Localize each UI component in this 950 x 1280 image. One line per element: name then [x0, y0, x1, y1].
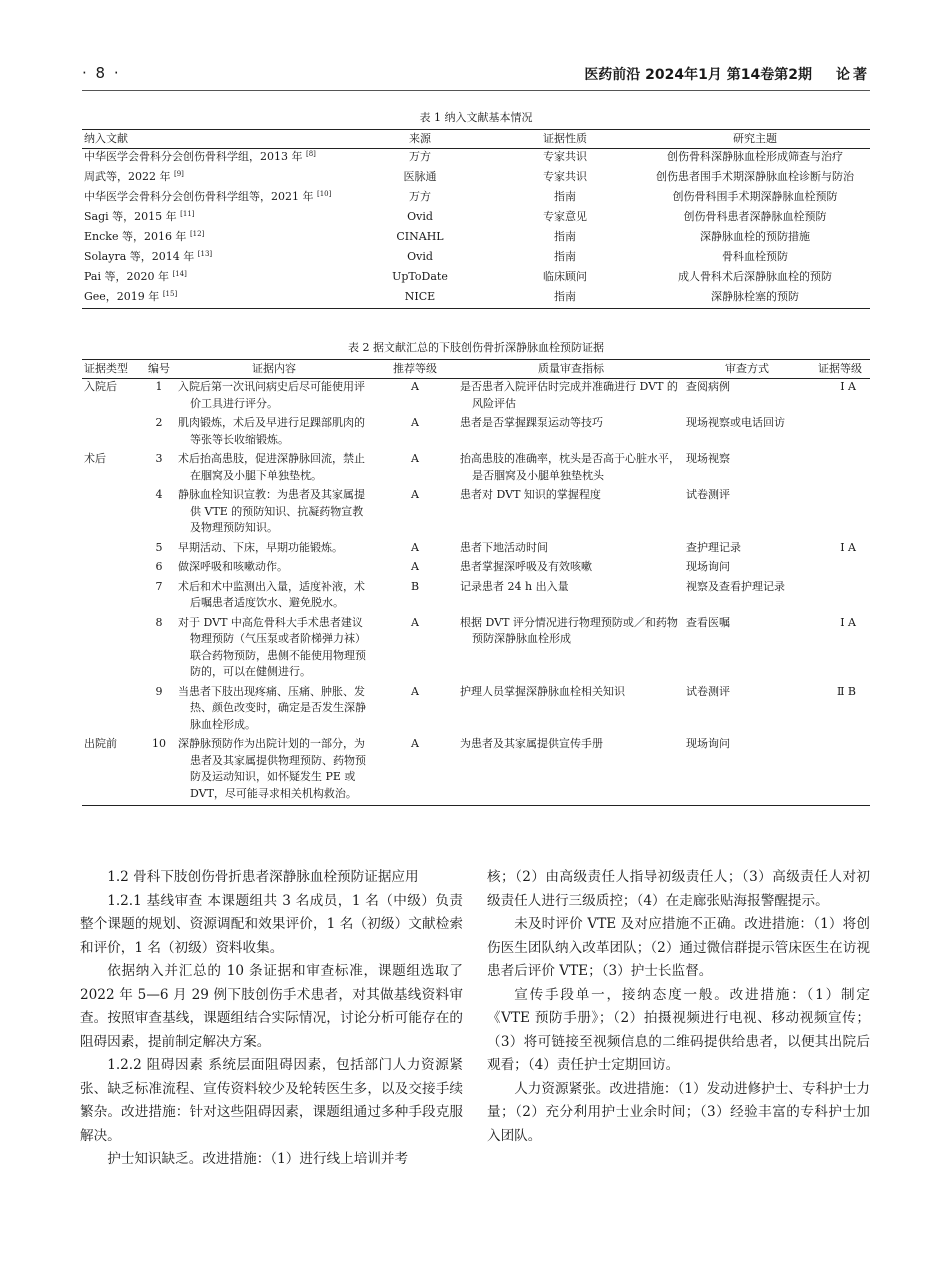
table1-cell-source: 万方: [409, 150, 431, 163]
table2-cell-method: 查看医嘱: [686, 615, 730, 629]
table1-cell-nature: 临床顾问: [543, 269, 587, 283]
table2-cell-level: [810, 736, 870, 806]
table1-cell-topic: 成人骨科术后深静脉血栓的预防: [678, 269, 832, 283]
table2-cell-grade: B: [410, 579, 420, 593]
table2-cell-no: 9: [155, 684, 163, 698]
table2-cell-indicator: 根据 DVT 评分情况进行物理预防或／和药物预防深静脉血栓形成: [460, 615, 678, 645]
citation-text: Sagi 等，2015 年: [84, 209, 177, 223]
table1-cell-topic: 创伤骨科围手术期深静脉血栓预防: [672, 189, 838, 203]
body-left-column: [80, 866, 463, 1172]
table2-cell-type: [82, 540, 142, 560]
body-paragraph: 人力资源紧张。改进措施：（1）发动进修护士、专科护士力量；（2）充分利用护士业余时间；（3）经验丰富的专科护士加入团队。: [487, 1080, 870, 1144]
table-row: [82, 559, 870, 579]
table-row: [82, 487, 870, 540]
table2-cell-level: Ⅰ A: [840, 615, 856, 629]
body-paragraph: 1.2.1 基线审查 本课题组共 3 名成员，1 名（中级）负责整个课题的规划、资源调配和效果评价，1 名（初级）文献检索和评价，1 名（初级）资料收集。: [80, 892, 463, 956]
table1-cell-topic: 骨科血栓预防: [722, 249, 788, 263]
table2-cell-content: 对于 DVT 中高危骨科大手术患者建议物理预防（气压泵或者阶梯弹力袜）联合药物预防，患侧不能使用物理预防的，可以在健侧进行。: [178, 615, 366, 678]
table-row: [82, 249, 870, 269]
table2-cell-no: 8: [155, 615, 163, 629]
table1-header-nature: 证据性质: [543, 131, 587, 145]
table1-cell-nature: 专家意见: [543, 209, 587, 223]
citation-ref: [12]: [189, 229, 205, 238]
table2-header-grade: 推荐等级: [393, 361, 437, 375]
table2-cell-method: 视察及查看护理记录: [686, 579, 785, 593]
citation-text: 中华医学会骨科分会创伤骨科学组等，2021 年: [84, 189, 314, 203]
table2-cell-indicator: 记录患者 24 h 出入量: [460, 579, 569, 593]
body-paragraph: 护士知识缺乏。改进措施：（1）进行线上培训并考: [107, 1151, 409, 1167]
table2-header-level: 证据等级: [818, 361, 862, 375]
citation-text: Encke 等，2016 年: [84, 229, 187, 243]
table2-cell-level: Ⅱ B: [836, 684, 856, 698]
table1-cell-source: Ovid: [407, 249, 433, 263]
table2-cell-indicator: 患者是否掌握踝泵运动等技巧: [460, 416, 603, 429]
table2-cell-content: 做深呼吸和咳嗽动作。: [178, 560, 288, 573]
citation-ref: [9]: [174, 169, 184, 178]
body-paragraph: 1.2 骨科下肢创伤骨折患者深静脉血栓预防证据应用: [107, 869, 419, 885]
table2-cell-method: 现场视察或电话回访: [686, 416, 785, 429]
table2-cell-type: 出院前: [84, 737, 117, 750]
table2: [82, 359, 870, 806]
body-paragraph: 宣传手段单一，接纳态度一般。改进措施：（1）制定《VTE 预防手册》；（2）拍摄视频进行电视、移动视频宣传；（3）将可链接至视频信息的二维码提供给患者，以便其出院后观看；（4）责任护士定期回访。: [487, 986, 870, 1073]
table2-cell-grade: A: [411, 452, 419, 465]
table2-cell-grade: A: [411, 560, 419, 573]
table-row: [82, 149, 870, 169]
table2-header-row: [82, 360, 870, 379]
table1-header-source: 来源: [409, 131, 431, 145]
table2-cell-grade: A: [411, 615, 419, 629]
table2-cell-content: 术后抬高患肢，促进深静脉回流，禁止在腘窝及小腿下单独垫枕。: [178, 452, 365, 482]
table2-cell-method: 查阅病例: [686, 380, 730, 393]
table2-cell-indicator: 护理人员掌握深静脉血栓相关知识: [460, 684, 625, 698]
body-paragraph: 未及时评价 VTE 及对应措施不正确。改进措施：（1）将创伤医生团队纳入改革团队；（2）通过微信群提示管床医生在访视患者后评价 VTE；（3）护士长监督。: [487, 916, 870, 979]
table1-header-topic: 研究主题: [733, 131, 777, 145]
citation-ref: [13]: [197, 249, 213, 258]
table2-cell-method: 试卷测评: [686, 684, 730, 698]
table2-cell-type: [82, 487, 142, 540]
table2-cell-grade: A: [411, 540, 419, 554]
table-row: [82, 579, 870, 615]
citation-text: 中华医学会骨科分会创伤骨科学组，2013 年: [84, 150, 303, 163]
table-row: [82, 189, 870, 209]
table-row: [82, 736, 870, 806]
table1-cell-lit: [82, 229, 350, 249]
table-row: [82, 415, 870, 451]
table2-cell-no: 4: [155, 488, 163, 501]
table2-cell-level: Ⅰ A: [840, 540, 856, 554]
table-row: [82, 684, 870, 737]
table2-cell-level: Ⅰ A: [840, 380, 856, 393]
table1-cell-lit: [82, 189, 350, 209]
table1-cell-nature: 专家共识: [543, 169, 587, 183]
table2-header-no: 编号: [148, 361, 170, 375]
table1-cell-nature: 专家共识: [543, 150, 587, 163]
table2-cell-no: 3: [155, 452, 163, 465]
table2-cell-method: 试卷测评: [686, 488, 730, 501]
table2-cell-content: 当患者下肢出现疼痛、压痛、肿胀、发热、颜色改变时，确定是否发生深静脉血栓形成。: [178, 684, 366, 731]
citation-text: Solayra 等，2014 年: [84, 249, 195, 263]
citation-ref: [14]: [172, 269, 187, 278]
journal-issue: 医药前沿 2024年1月 第14卷第2期: [584, 67, 812, 83]
table1-body: [82, 149, 870, 309]
table2-cell-level: [810, 559, 870, 579]
citation-ref: [11]: [180, 209, 195, 218]
table1-cell-lit: [82, 289, 350, 309]
table2-cell-type: [82, 415, 142, 451]
table2-cell-no: 5: [155, 540, 163, 554]
table-row: [82, 615, 870, 684]
table2-header-indicator: 质量审查指标: [538, 361, 604, 375]
table1: [82, 129, 870, 309]
table2-cell-no: 1: [155, 380, 163, 393]
table2-cell-no: 7: [155, 579, 163, 593]
table2-cell-content: 早期活动、下床，早期功能锻炼。: [178, 540, 343, 554]
table2-cell-method: 查护理记录: [686, 540, 741, 554]
table1-cell-lit: [82, 149, 350, 169]
table1-cell-topic: 创伤骨科患者深静脉血栓预防: [683, 209, 827, 223]
table-row: [82, 229, 870, 249]
table2-cell-type: 入院后: [84, 380, 117, 393]
table2-cell-indicator: 患者下地活动时间: [460, 540, 548, 554]
table-row: [82, 289, 870, 309]
table1-cell-nature: 指南: [554, 229, 576, 243]
table2-cell-method: 现场询问: [686, 560, 730, 573]
table2-cell-content: 静脉血栓知识宣教：为患者及其家属提供 VTE 的预防知识、抗凝药物宣教及物理预防知识。: [178, 488, 365, 534]
citation-text: Pai 等，2020 年: [84, 269, 169, 283]
table1-cell-source: CINAHL: [396, 229, 444, 243]
table2-cell-grade: A: [411, 416, 419, 429]
table1-cell-source: UpToDate: [392, 269, 448, 283]
table2-cell-type: 术后: [84, 452, 106, 465]
page-number: · 8 ·: [82, 64, 121, 82]
table2-cell-grade: A: [411, 684, 419, 698]
citation-ref: [10]: [317, 189, 332, 198]
body-paragraph: 依据纳入并汇总的 10 条证据和审查标准，课题组选取了 2022 年 5—6 月 29 例下肢创伤手术患者，对其做基线资料审查。按照审查基线，课题组结合实际情况，讨论分析可能存在的阻碍因素，提前制定解决方案。: [80, 963, 463, 1050]
table2-cell-method: 现场询问: [686, 737, 730, 750]
table2-cell-content: 术后和术中监测出入量，适度补液，术后嘱患者适度饮水、避免脱水。: [178, 579, 365, 609]
table1-caption: 表 1 纳入文献基本情况: [419, 111, 533, 124]
table1-cell-lit: [82, 249, 350, 269]
table-row: [82, 169, 870, 189]
table1-cell-lit: [82, 269, 350, 289]
table2-cell-type: [82, 579, 142, 615]
table2-header-content: 证据内容: [252, 361, 296, 375]
table2-cell-level: [810, 451, 870, 487]
table2-cell-indicator: 为患者及其家属提供宣传手册: [460, 737, 603, 750]
table1-cell-lit: [82, 169, 350, 189]
table1-cell-source: 万方: [409, 189, 431, 203]
table2-cell-no: 10: [152, 737, 166, 750]
table2-cell-type: [82, 559, 142, 579]
table-row: [82, 451, 870, 487]
table1-cell-topic: 深静脉血栓的预防措施: [700, 229, 810, 243]
table1-cell-nature: 指南: [554, 249, 576, 263]
table1-cell-source: NICE: [404, 289, 436, 303]
table1-cell-nature: 指南: [554, 289, 576, 303]
table2-cell-grade: A: [411, 488, 419, 501]
table2-cell-content: 肌肉锻炼，术后及早进行足踝部肌肉的等张等长收缩锻炼。: [178, 416, 365, 446]
table2-cell-level: [810, 579, 870, 615]
table2-cell-grade: A: [411, 380, 419, 393]
table1-cell-topic: 创伤患者围手术期深静脉血栓诊断与防治: [656, 169, 854, 183]
table2-cell-indicator: 是否患者入院评估时完成并准确进行 DVT 的风险评估: [460, 380, 678, 410]
table2-cell-indicator: 抬高患肢的准确率，枕头是否高于心脏水平，是否腘窝及小腿单独垫枕头: [460, 452, 680, 482]
citation-ref: [15]: [162, 289, 178, 298]
table2-cell-grade: A: [411, 737, 419, 750]
body-paragraph: 1.2.2 阻碍因素 系统层面阻碍因素，包括部门人力资源紧张、缺乏标准流程、宣传资料较少及轮转医生多，以及交接手续繁杂。改进措施：针对这些阻碍因素，课题组通过多种手段克服解决。: [80, 1057, 463, 1144]
table-row: [82, 379, 870, 416]
table2-cell-indicator: 患者掌握深呼吸及有效咳嗽: [460, 560, 592, 573]
table2-cell-method: 现场视察: [686, 452, 730, 465]
table2-cell-content: 深静脉预防作为出院计划的一部分，为患者及其家属提供物理预防、药物预防及运动知识，如怀疑发生 PE 或 DVT，尽可能寻求相关机构救治。: [178, 737, 366, 800]
table-row: [82, 209, 870, 229]
citation-text: 周武等，2022 年: [84, 169, 171, 183]
table2-cell-level: [810, 487, 870, 540]
journal-info: [584, 64, 870, 84]
table1-cell-topic: 创伤骨科深静脉血栓形成筛查与治疗: [667, 150, 843, 163]
table2-body: [82, 379, 870, 806]
table2-cell-no: 6: [155, 560, 163, 573]
table2-cell-type: [82, 615, 142, 684]
table2-header-type: 证据类型: [84, 361, 128, 375]
table2-cell-content: 入院后第一次讯问病史后尽可能使用评价工具进行评分。: [178, 380, 365, 410]
table1-cell-source: 医脉通: [403, 169, 437, 183]
table1-cell-topic: 深静脉栓塞的预防: [711, 289, 799, 303]
table2-header-method: 审查方式: [725, 361, 769, 375]
body-right-column: [487, 866, 870, 1148]
table-row: [82, 540, 870, 560]
citation-ref: [8]: [306, 150, 316, 158]
table1-cell-nature: 指南: [554, 189, 576, 203]
table2-cell-type: [82, 684, 142, 737]
table-row: [82, 269, 870, 289]
body-paragraph: 核；（2）由高级责任人指导初级责任人；（3）高级责任人对初级责任人进行三级质控；（4）在走廊张贴海报警醒提示。: [487, 869, 870, 909]
table2-cell-level: [810, 415, 870, 451]
table2-caption: 表 2 据文献汇总的下肢创伤骨折深静脉血栓预防证据: [348, 341, 604, 354]
article-type: 论著: [836, 67, 870, 83]
citation-text: Gee，2019 年: [84, 289, 160, 303]
table1-cell-lit: [82, 209, 350, 229]
table2-cell-indicator: 患者对 DVT 知识的掌握程度: [460, 488, 601, 501]
table1-header-lit: 纳入文献: [84, 131, 128, 145]
table1-header-row: [82, 130, 870, 149]
page-header: [82, 64, 870, 91]
table1-cell-source: Ovid: [407, 209, 433, 223]
table2-cell-no: 2: [155, 416, 163, 429]
